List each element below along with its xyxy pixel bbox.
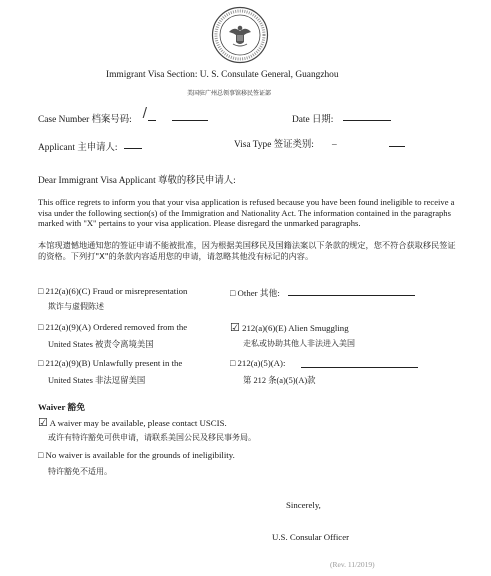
- section-5a-checkbox[interactable]: □: [230, 358, 236, 368]
- section-5a-text: 212(a)(5)(A):: [237, 358, 286, 368]
- visa-type-line: [389, 138, 405, 147]
- section-other: [230, 286, 280, 299]
- intro-english: This office regrets to inform you that your visa application is refused because you have been found ineligible to receive a visa under the following section(s) of the Immigration and Nationality Act. The information contained in the paragraphs marked with "X" pertains to your visa application. Please disregard the unmarked paragraphs.: [38, 197, 455, 229]
- section-6c-text: 212(a)(6)(C) Fraud or misrepresentation: [45, 286, 188, 296]
- form-revision-code: (Rev. 11/2019): [330, 560, 375, 569]
- case-number-line: [148, 112, 156, 121]
- section-5a-zh: 第 212 条(a)(5)(A)款: [243, 376, 316, 385]
- section-6e-checkbox[interactable]: ☑: [230, 322, 240, 334]
- section-6c-checkbox[interactable]: □: [38, 286, 44, 296]
- section-title-zh: 美国驻广州总领事馆移民签证部: [187, 90, 272, 97]
- section-9a: [38, 322, 187, 332]
- section-5a-line: [301, 359, 418, 368]
- state-department-seal-icon: [211, 6, 269, 64]
- visa-type-value: _: [332, 137, 337, 147]
- visa-type-label: Visa Type 签证类别:: [234, 140, 314, 150]
- section-6e: [230, 321, 349, 334]
- section-6c-zh: 欺诈与虚假陈述: [48, 302, 104, 311]
- section-9a-checkbox[interactable]: □: [38, 322, 44, 332]
- date-line: [343, 112, 391, 121]
- waiver-available-text: A waiver may be available, please contact USCIS.: [49, 418, 227, 428]
- applicant-line: [124, 140, 142, 149]
- salutation: Dear Immigrant Visa Applicant 尊敬的移民申请人:: [38, 176, 236, 186]
- waiver-available: [38, 416, 227, 429]
- section-9b-checkbox[interactable]: □: [38, 358, 44, 368]
- case-number-line-2: [172, 112, 208, 121]
- section-other-text: Other 其他:: [237, 288, 280, 298]
- section-6e-zh: 走私或协助其他人非法进入美国: [243, 339, 355, 348]
- section-6e-text: 212(a)(6)(E) Alien Smuggling: [242, 323, 349, 333]
- section-9a-zh: United States 被责令离境美国: [48, 340, 154, 349]
- section-9b-text: 212(a)(9)(B) Unlawfully present in the: [45, 358, 183, 368]
- section-9b-zh: United States 非法逗留美国: [48, 376, 146, 385]
- section-9a-text: 212(a)(9)(A) Ordered removed from the: [45, 322, 188, 332]
- waiver-available-zh: 或许有特许豁免可供申请，请联系美国公民及移民事务局。: [48, 433, 256, 442]
- waiver-unavailable-checkbox[interactable]: □: [38, 450, 44, 460]
- waiver-unavailable: [38, 450, 235, 460]
- closing-sincerely: Sincerely,: [286, 500, 321, 510]
- section-6c: [38, 286, 187, 296]
- case-number-value: /: [140, 106, 147, 121]
- case-number-label: Case Number 档案号码:: [38, 115, 132, 125]
- waiver-unavailable-text: No waiver is available for the grounds of ineligibility.: [45, 450, 235, 460]
- intro-chinese: 本馆现遗憾地通知您的签证申请不能被批准，因为根据美国移民及国籍法案以下条款的规定，您不符合获取移民签证的资格。下列打"X"的条款内容适用您的申请，请忽略其他没有标记的内容。: [38, 240, 456, 261]
- applicant-label: Applicant 主申请人:: [38, 143, 118, 153]
- waiver-available-checkbox[interactable]: ☑: [38, 417, 48, 429]
- consular-officer-signature: U.S. Consular Officer: [272, 532, 350, 542]
- waiver-heading: Waiver 豁免: [38, 402, 85, 412]
- other-line: [288, 287, 415, 296]
- section-5a: [230, 358, 285, 368]
- section-other-checkbox[interactable]: □: [230, 288, 236, 298]
- section-title: Immigrant Visa Section: U. S. Consulate General, Guangzhou: [106, 70, 339, 80]
- date-label: Date 日期:: [292, 115, 334, 125]
- section-9b: [38, 358, 182, 368]
- waiver-unavailable-zh: 特许豁免不适用。: [48, 467, 112, 476]
